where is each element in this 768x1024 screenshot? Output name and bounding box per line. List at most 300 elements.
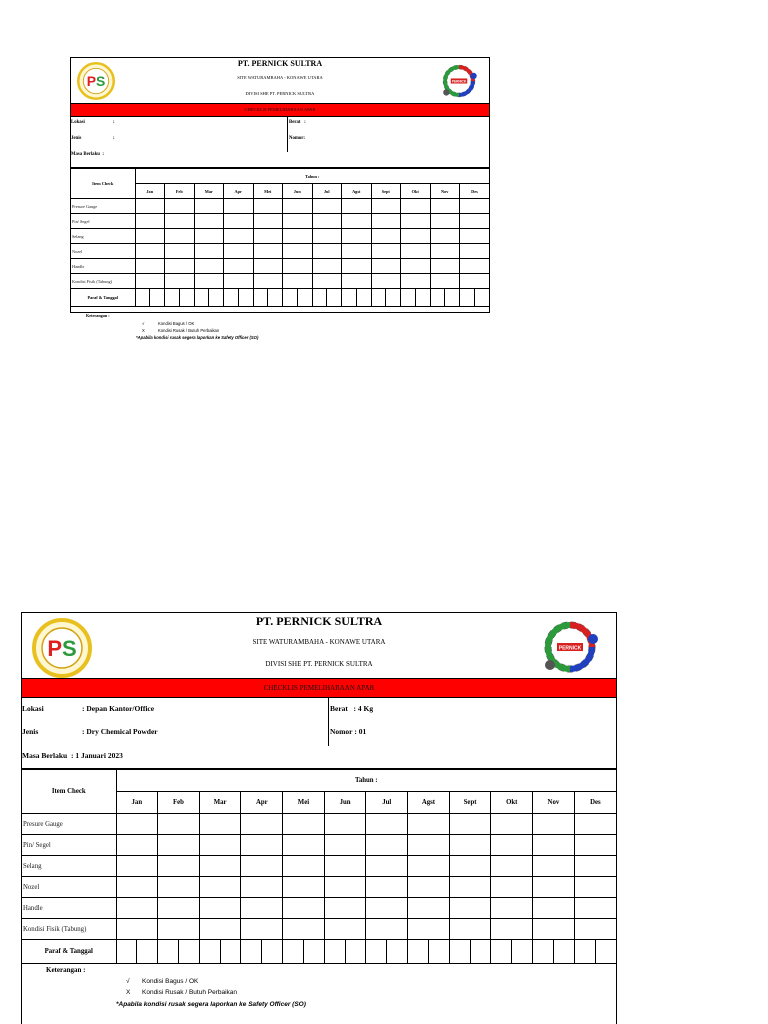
check-cell[interactable] [366, 898, 408, 919]
check-cell[interactable] [224, 259, 254, 274]
check-cell[interactable] [449, 877, 491, 898]
check-cell[interactable] [324, 898, 366, 919]
check-cell[interactable] [430, 229, 460, 244]
check-cell[interactable] [371, 259, 401, 274]
check-cell[interactable] [574, 877, 616, 898]
check-cell[interactable] [135, 274, 165, 289]
apar-info-section [22, 698, 616, 769]
check-cell[interactable] [574, 898, 616, 919]
check-cell[interactable] [116, 898, 158, 919]
check-cell[interactable] [165, 244, 195, 259]
lokasi-row [71, 120, 115, 125]
table-row [22, 814, 616, 835]
masa-berlaku-label: Masa Berlaku [22, 751, 68, 760]
check-cell[interactable] [342, 274, 372, 289]
svg-text:PERNICK: PERNICK [451, 79, 467, 84]
form-header [71, 58, 489, 104]
check-cell[interactable] [194, 274, 224, 289]
check-cell[interactable] [408, 898, 450, 919]
table-row [22, 877, 616, 898]
check-cell[interactable] [342, 214, 372, 229]
check-cell[interactable] [199, 835, 241, 856]
check-cell[interactable] [224, 274, 254, 289]
check-cell[interactable] [491, 877, 533, 898]
month-header: Agst [342, 184, 372, 199]
item-label: Kondisi Fisik (Tabung) [71, 274, 135, 289]
check-cell[interactable] [158, 814, 200, 835]
check-cell[interactable] [449, 898, 491, 919]
check-cell[interactable] [135, 259, 165, 274]
check-cell[interactable] [430, 199, 460, 214]
paraf-cell[interactable] [533, 940, 554, 964]
month-header: Nov [533, 792, 575, 814]
check-mark-icon: √ [142, 321, 145, 326]
month-header: Nov [430, 184, 460, 199]
item-label: Nozel [71, 244, 135, 259]
paraf-cell[interactable] [408, 940, 429, 964]
check-cell[interactable] [165, 199, 195, 214]
check-cell[interactable] [408, 814, 450, 835]
check-cell[interactable] [224, 199, 254, 214]
check-cell[interactable] [408, 877, 450, 898]
company-name: PT. PERNICK SULTRA [237, 59, 323, 68]
check-cell[interactable] [253, 244, 283, 259]
keterangan-legend [22, 964, 616, 1014]
month-header: Jan [135, 184, 165, 199]
check-cell[interactable] [430, 259, 460, 274]
paraf-cell[interactable] [345, 940, 366, 964]
month-header: Mei [283, 792, 325, 814]
check-cell[interactable] [283, 856, 325, 877]
paraf-cell[interactable] [445, 289, 460, 307]
paraf-cell[interactable] [220, 940, 241, 964]
month-header: Okt [401, 184, 431, 199]
check-cell[interactable] [342, 199, 372, 214]
month-header: Jun [283, 184, 313, 199]
month-header: Des [460, 184, 490, 199]
item-check-header: Item Check [71, 169, 135, 199]
item-label: Selang [71, 229, 135, 244]
month-header: Jul [366, 792, 408, 814]
legend-ok [142, 321, 194, 326]
check-cell[interactable] [158, 919, 200, 940]
check-cell[interactable] [366, 814, 408, 835]
check-cell[interactable] [324, 835, 366, 856]
month-header: Jan [116, 792, 158, 814]
item-label: Presure Gauge [22, 814, 116, 835]
masa-berlaku-value: : [102, 152, 104, 157]
check-cell[interactable] [312, 229, 342, 244]
check-cell[interactable] [283, 877, 325, 898]
paraf-cell[interactable] [371, 289, 386, 307]
paraf-cell[interactable] [179, 289, 194, 307]
paraf-cell[interactable] [224, 289, 239, 307]
nomor-label: Nomor [289, 136, 304, 141]
berat-label: Berat [330, 704, 348, 713]
check-cell[interactable] [371, 229, 401, 244]
site-name: SITE WATURAMBAHA - KONAWE UTARA [252, 638, 386, 646]
jenis-row [22, 727, 158, 736]
legend-ok-text: Kondisi Bagus / OK [142, 978, 199, 985]
berat-value: : 4 Kg [353, 704, 374, 713]
check-cell[interactable] [158, 877, 200, 898]
month-header: Jul [312, 184, 342, 199]
check-cell[interactable] [408, 919, 450, 940]
tahun-header: Tahun : [135, 169, 489, 184]
paraf-cell[interactable] [158, 940, 179, 964]
paraf-row [71, 289, 489, 307]
pernick-gear-logo-icon [437, 62, 481, 100]
paraf-row [22, 940, 616, 964]
item-label: Pin/ Segel [71, 214, 135, 229]
month-header: Apr [224, 184, 254, 199]
check-cell[interactable] [342, 259, 372, 274]
check-cell[interactable] [371, 214, 401, 229]
check-cell[interactable] [533, 919, 575, 940]
paraf-cell[interactable] [428, 940, 449, 964]
check-cell[interactable] [312, 214, 342, 229]
keterangan-label: Keterangan : [86, 313, 110, 318]
site-name: SITE WATURAMBAHA - KONAWE UTARA [237, 75, 323, 80]
check-cell[interactable] [460, 259, 490, 274]
legend-note: *Apabila kondisi rusak segera laporkan ke Safety Officer (SO) [116, 1001, 306, 1008]
x-mark-icon: X [126, 989, 131, 996]
check-cell[interactable] [324, 814, 366, 835]
item-check-header: Item Check [22, 770, 116, 814]
month-header: Des [574, 792, 616, 814]
paraf-cell[interactable] [415, 289, 430, 307]
item-label: Pin/ Segel [22, 835, 116, 856]
check-cell[interactable] [194, 199, 224, 214]
check-cell[interactable] [574, 814, 616, 835]
check-cell[interactable] [135, 244, 165, 259]
check-cell[interactable] [533, 898, 575, 919]
table-row [22, 835, 616, 856]
check-cell[interactable] [283, 259, 313, 274]
check-cell[interactable] [401, 244, 431, 259]
paraf-cell[interactable] [386, 289, 401, 307]
paraf-cell[interactable] [324, 940, 345, 964]
check-cell[interactable] [371, 199, 401, 214]
legend-bad [142, 328, 219, 333]
apar-info-section [71, 117, 489, 168]
check-cell[interactable] [366, 835, 408, 856]
nomor-value: : [303, 136, 305, 141]
check-cell[interactable] [408, 856, 450, 877]
masa-berlaku-value: : 1 Januari 2023 [70, 751, 123, 760]
paraf-cell[interactable] [474, 289, 489, 307]
table-row [71, 229, 489, 244]
check-cell[interactable] [401, 259, 431, 274]
paraf-cell[interactable] [283, 289, 298, 307]
check-cell[interactable] [460, 214, 490, 229]
check-cell[interactable] [241, 919, 283, 940]
paraf-cell[interactable] [460, 289, 475, 307]
lokasi-row [22, 704, 154, 713]
paraf-cell[interactable] [553, 940, 574, 964]
check-cell[interactable] [283, 898, 325, 919]
check-cell[interactable] [135, 229, 165, 244]
check-mark-icon: √ [126, 978, 130, 985]
berat-row [330, 704, 373, 713]
lokasi-label: Lokasi [22, 704, 44, 713]
table-row [71, 214, 489, 229]
paraf-cell[interactable] [401, 289, 416, 307]
legend-bad [126, 989, 237, 996]
paraf-cell[interactable] [178, 940, 199, 964]
check-cell[interactable] [324, 919, 366, 940]
paraf-cell[interactable] [449, 940, 470, 964]
paraf-cell[interactable] [491, 940, 512, 964]
check-cell[interactable] [283, 199, 313, 214]
check-cell[interactable] [533, 835, 575, 856]
check-cell[interactable] [401, 229, 431, 244]
keterangan-legend [70, 313, 490, 345]
check-cell[interactable] [199, 814, 241, 835]
form-title-bar: CHECKLIS PEMELIHARAAN APAR [22, 679, 616, 698]
check-cell[interactable] [574, 856, 616, 877]
paraf-cell[interactable] [268, 289, 283, 307]
check-cell[interactable] [253, 199, 283, 214]
paraf-cell[interactable] [199, 940, 220, 964]
item-label: Selang [22, 856, 116, 877]
division-name: DIVISI SHE PT. PERNICK SULTRA [245, 91, 315, 96]
masa-berlaku-row [71, 152, 104, 157]
paraf-cell[interactable] [241, 940, 262, 964]
paraf-cell[interactable] [312, 289, 327, 307]
legend-ok-text: Kondisi Bagus / OK [158, 321, 195, 326]
month-header: Feb [165, 184, 195, 199]
month-header: Sept [371, 184, 401, 199]
check-cell[interactable] [116, 835, 158, 856]
check-cell[interactable] [366, 856, 408, 877]
check-cell[interactable] [312, 244, 342, 259]
berat-label: Berat [289, 120, 301, 125]
legend-note: *Apabila kondisi rusak segera laporkan ke Safety Officer (SO) [136, 335, 259, 340]
check-cell[interactable] [460, 229, 490, 244]
paraf-cell[interactable] [150, 289, 165, 307]
month-header: Feb [158, 792, 200, 814]
paraf-cell[interactable] [135, 289, 150, 307]
table-row [71, 274, 489, 289]
check-cell[interactable] [224, 244, 254, 259]
legend-ok [126, 978, 198, 985]
check-cell[interactable] [533, 814, 575, 835]
jenis-label: Jenis [22, 727, 39, 736]
paraf-cell[interactable] [470, 940, 491, 964]
apar-checklist-form-blank [70, 57, 490, 313]
check-cell[interactable] [199, 877, 241, 898]
check-cell[interactable] [165, 214, 195, 229]
check-cell[interactable] [194, 229, 224, 244]
svg-text:PS: PS [47, 636, 77, 661]
paraf-cell[interactable] [366, 940, 387, 964]
check-cell[interactable] [165, 229, 195, 244]
check-cell[interactable] [158, 856, 200, 877]
nomor-label: Nomor [330, 727, 353, 736]
item-label: Presure Gauge [71, 199, 135, 214]
lokasi-label: Lokasi [71, 120, 85, 125]
paraf-label: Paraf & Tanggal [22, 940, 116, 964]
paraf-cell[interactable] [262, 940, 283, 964]
check-cell[interactable] [224, 214, 254, 229]
check-cell[interactable] [401, 214, 431, 229]
paraf-cell[interactable] [137, 940, 158, 964]
check-cell[interactable] [342, 229, 372, 244]
check-cell[interactable] [241, 856, 283, 877]
paraf-cell[interactable] [209, 289, 224, 307]
lokasi-value: : Depan Kantor/Office [82, 704, 155, 713]
paraf-cell[interactable] [116, 940, 137, 964]
nomor-value: : 01 [354, 727, 367, 736]
check-cell[interactable] [158, 898, 200, 919]
monthly-check-table [71, 168, 489, 307]
check-cell[interactable] [371, 274, 401, 289]
paraf-cell[interactable] [342, 289, 357, 307]
check-cell[interactable] [366, 919, 408, 940]
check-cell[interactable] [574, 919, 616, 940]
paraf-cell[interactable] [303, 940, 324, 964]
check-cell[interactable] [449, 856, 491, 877]
item-label: Kondisi Fisik (Tabung) [22, 919, 116, 940]
paraf-cell[interactable] [283, 940, 304, 964]
check-cell[interactable] [194, 259, 224, 274]
check-cell[interactable] [158, 835, 200, 856]
month-header: Agst [408, 792, 450, 814]
check-cell[interactable] [224, 229, 254, 244]
month-header: Apr [241, 792, 283, 814]
check-cell[interactable] [241, 814, 283, 835]
check-cell[interactable] [165, 274, 195, 289]
paraf-cell[interactable] [430, 289, 445, 307]
lokasi-value: : [113, 120, 115, 125]
check-cell[interactable] [533, 856, 575, 877]
masa-berlaku-label: Masa Berlaku [71, 152, 100, 157]
form-title-bar: CHECKLIS PEMELIHARAAN APAR [71, 104, 489, 117]
check-cell[interactable] [283, 835, 325, 856]
check-cell[interactable] [283, 214, 313, 229]
check-cell[interactable] [253, 229, 283, 244]
check-cell[interactable] [460, 244, 490, 259]
check-cell[interactable] [312, 259, 342, 274]
legend-bad-text: Kondisi Rusak / Butuh Perbaikan [142, 989, 238, 996]
month-header: Mei [253, 184, 283, 199]
check-cell[interactable] [491, 814, 533, 835]
form-header [22, 613, 616, 679]
svg-text:PS: PS [86, 73, 106, 90]
check-cell[interactable] [401, 274, 431, 289]
check-cell[interactable] [116, 919, 158, 940]
paraf-cell[interactable] [574, 940, 595, 964]
check-cell[interactable] [324, 856, 366, 877]
check-cell[interactable] [283, 919, 325, 940]
item-label: Handle [22, 898, 116, 919]
check-cell[interactable] [283, 244, 313, 259]
check-cell[interactable] [253, 274, 283, 289]
paraf-cell[interactable] [253, 289, 268, 307]
check-cell[interactable] [194, 214, 224, 229]
check-cell[interactable] [491, 856, 533, 877]
paraf-cell[interactable] [387, 940, 408, 964]
check-cell[interactable] [574, 835, 616, 856]
nomor-row [330, 727, 366, 736]
check-cell[interactable] [165, 259, 195, 274]
check-cell[interactable] [199, 919, 241, 940]
monthly-check-table [22, 769, 616, 964]
month-header: Mar [199, 792, 241, 814]
check-cell[interactable] [199, 856, 241, 877]
check-cell[interactable] [460, 274, 490, 289]
check-cell[interactable] [430, 214, 460, 229]
pernick-gear-logo-icon [538, 617, 602, 677]
check-cell[interactable] [116, 814, 158, 835]
check-cell[interactable] [199, 898, 241, 919]
item-label: Nozel [22, 877, 116, 898]
check-cell[interactable] [253, 214, 283, 229]
check-cell[interactable] [342, 244, 372, 259]
check-cell[interactable] [135, 214, 165, 229]
x-mark-icon: X [142, 328, 145, 333]
paraf-cell[interactable] [238, 289, 253, 307]
keterangan-label: Keterangan : [46, 966, 86, 974]
check-cell[interactable] [491, 919, 533, 940]
paraf-cell[interactable] [297, 289, 312, 307]
check-cell[interactable] [116, 856, 158, 877]
check-cell[interactable] [449, 814, 491, 835]
check-cell[interactable] [283, 814, 325, 835]
check-cell[interactable] [491, 898, 533, 919]
check-cell[interactable] [283, 229, 313, 244]
table-row [71, 259, 489, 274]
check-cell[interactable] [449, 919, 491, 940]
table-row [22, 856, 616, 877]
table-row [71, 244, 489, 259]
paraf-cell[interactable] [595, 940, 616, 964]
paraf-cell[interactable] [165, 289, 180, 307]
check-cell[interactable] [135, 199, 165, 214]
check-cell[interactable] [460, 199, 490, 214]
check-cell[interactable] [241, 898, 283, 919]
check-cell[interactable] [430, 244, 460, 259]
check-cell[interactable] [533, 877, 575, 898]
legend-bad-text: Kondisi Rusak / Butuh Perbaikan [158, 328, 220, 333]
check-cell[interactable] [371, 244, 401, 259]
check-cell[interactable] [312, 274, 342, 289]
check-cell[interactable] [194, 244, 224, 259]
jenis-label: Jenis [71, 136, 82, 141]
check-cell[interactable] [253, 259, 283, 274]
check-cell[interactable] [241, 877, 283, 898]
check-cell[interactable] [241, 835, 283, 856]
table-row [71, 199, 489, 214]
check-cell[interactable] [312, 199, 342, 214]
check-cell[interactable] [116, 877, 158, 898]
check-cell[interactable] [366, 877, 408, 898]
month-header: Okt [491, 792, 533, 814]
check-cell[interactable] [430, 274, 460, 289]
paraf-cell[interactable] [512, 940, 533, 964]
check-cell[interactable] [491, 835, 533, 856]
paraf-label: Paraf & Tanggal [71, 289, 135, 307]
check-cell[interactable] [401, 199, 431, 214]
paraf-cell[interactable] [356, 289, 371, 307]
check-cell[interactable] [449, 835, 491, 856]
check-cell[interactable] [324, 877, 366, 898]
paraf-cell[interactable] [194, 289, 209, 307]
check-cell[interactable] [283, 274, 313, 289]
paraf-cell[interactable] [327, 289, 342, 307]
check-cell[interactable] [408, 835, 450, 856]
